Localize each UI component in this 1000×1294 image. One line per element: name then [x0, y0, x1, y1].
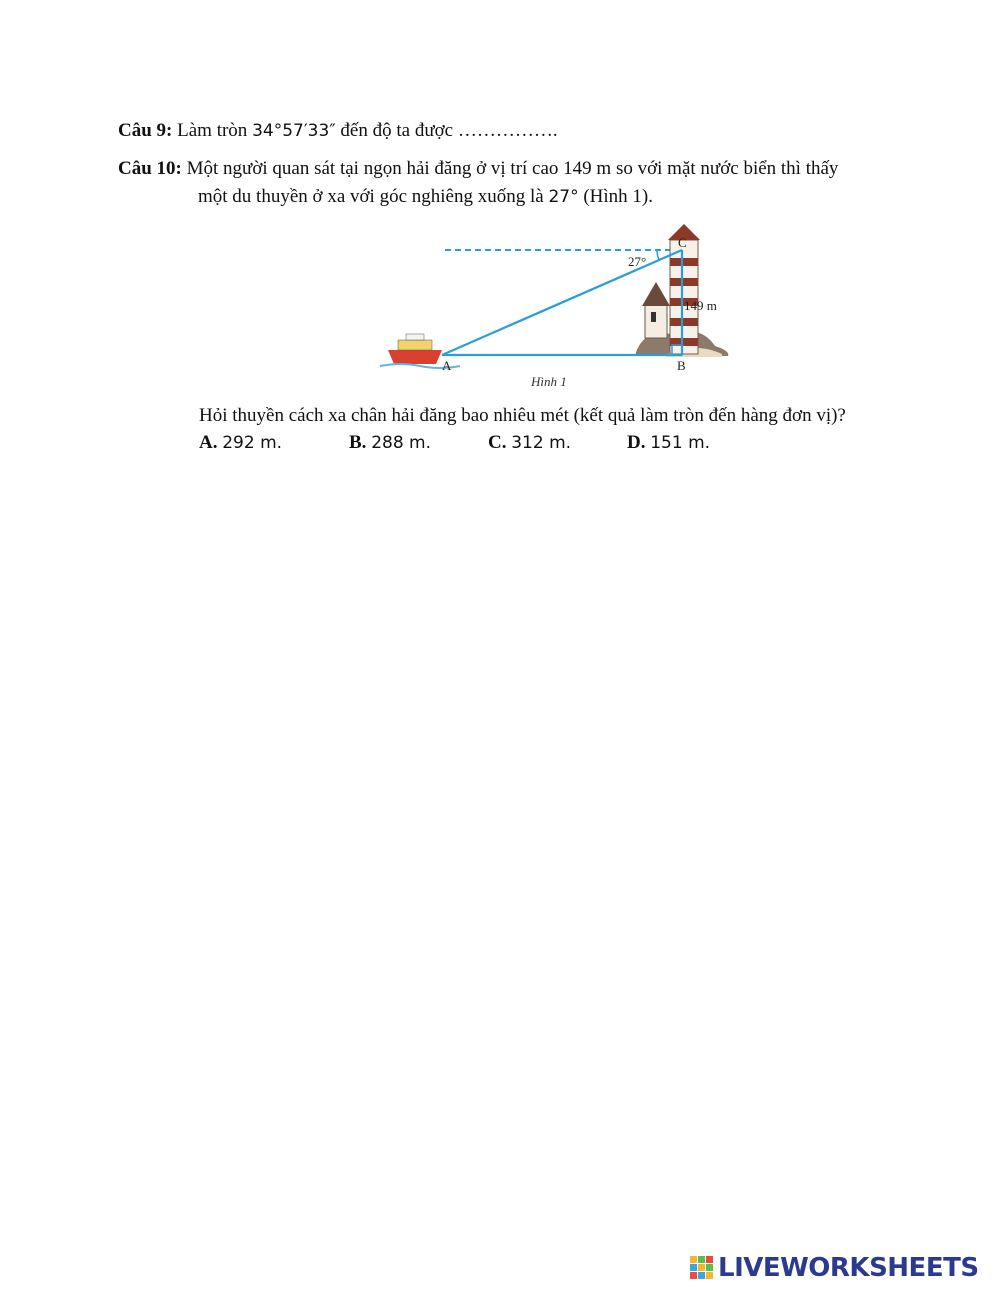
answer-option-a[interactable]: [199, 430, 282, 456]
answer-letter-c: C.: [488, 432, 507, 453]
question-9-label: Câu 9:: [118, 120, 173, 141]
answer-value-a: 292 m.: [222, 433, 283, 453]
answer-option-b[interactable]: [349, 430, 431, 456]
point-c-label: C: [678, 235, 687, 250]
logo-grid-icon: [690, 1256, 714, 1280]
lighthouse-tower: [670, 240, 698, 354]
lighthouse-figure: [370, 218, 750, 396]
lighthouse-stripe-1: [670, 258, 698, 266]
logo-text: LIVEWORKSHEETS: [718, 1253, 979, 1283]
question-10-angle: 27°: [548, 187, 579, 207]
answer-letter-b: B.: [349, 432, 367, 453]
boat-hull: [388, 350, 442, 364]
question-10-line2-before: một du thuyền ở xa với góc nghiêng xuống là: [198, 186, 549, 207]
question-10-prompt: Hỏi thuyền cách xa chân hải đăng bao nhiêu mét (kết quả làm tròn đến hàng đơn vị)?: [199, 405, 846, 426]
answer-option-c[interactable]: [488, 430, 571, 456]
question-10-label: Câu 10:: [118, 158, 182, 179]
question-9-text-after: đến độ ta được …………….: [335, 120, 558, 141]
angle-label: 27°: [628, 254, 647, 269]
angle-arc: [657, 250, 659, 260]
answer-value-d: 151 m.: [650, 433, 711, 453]
lighthouse-stripe-4: [670, 318, 698, 326]
answer-letter-a: A.: [199, 432, 218, 453]
question-9-text-before: Làm tròn: [172, 120, 253, 141]
point-b-label: B: [677, 358, 686, 373]
answer-value-c: 312 m.: [511, 433, 572, 453]
height-label: 149 m: [684, 298, 717, 313]
answer-letter-d: D.: [627, 432, 646, 453]
house-roof: [642, 282, 670, 306]
lighthouse-diagram: [370, 218, 750, 396]
lighthouse-stripe-2: [670, 278, 698, 286]
question-10: [118, 155, 948, 211]
answer-value-b: 288 m.: [371, 433, 432, 453]
figure-caption: Hình 1: [531, 374, 567, 389]
question-9: [118, 118, 558, 144]
question-10-line2: [118, 183, 948, 211]
question-10-line1: Một người quan sát tại ngọn hải đăng ở vị trí cao 149 m so với mặt nước biển thì thấy: [181, 158, 839, 179]
house-window: [651, 312, 656, 322]
point-a-label: A: [442, 358, 452, 373]
boat-cabin: [398, 340, 432, 350]
liveworksheets-logo: [690, 1250, 979, 1286]
boat-top: [406, 334, 424, 340]
question-10-line2-after: (Hình 1).: [578, 186, 653, 207]
question-9-angle: 34°57′33″: [252, 121, 336, 141]
answer-option-d[interactable]: [627, 430, 710, 456]
